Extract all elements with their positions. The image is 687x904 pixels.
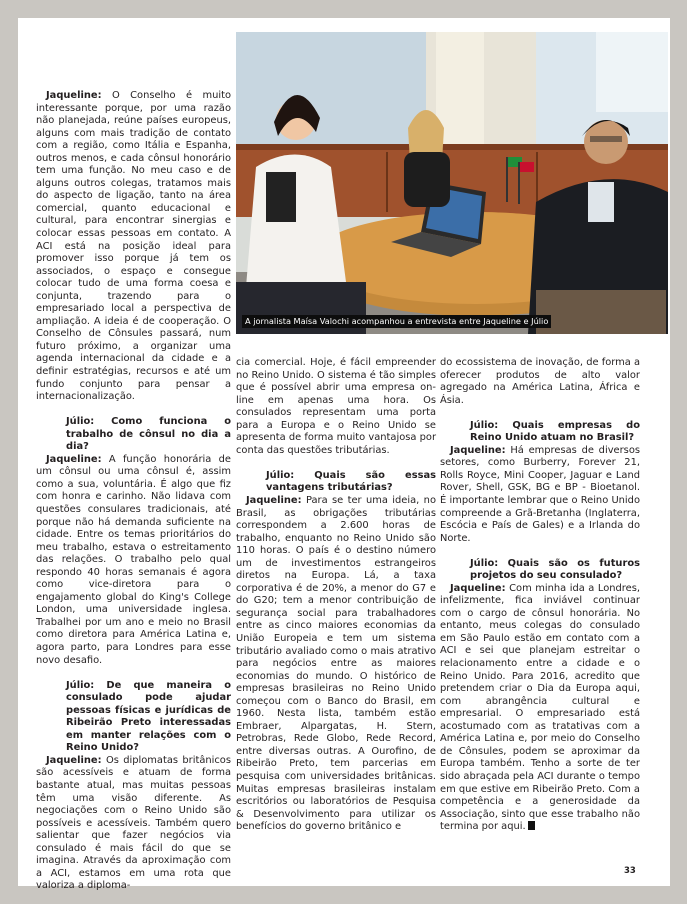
question-heading: Júlio: Quais empresas do Reino Unido atuam no Brasil? <box>470 419 640 444</box>
answer-text: O Conselho é muito interessante porque, por uma razão não planejada, reúne países europeus, alguns com mais tradição de contato com a região, como Itália e Espanha, outros menos, e cada cônsul honorário tem uma função. No meu caso e de alguns outros colegas, tratamos mais do aspecto de ligação, tanto na área comercial, quanto educacional e cultural, para encontrar sinergias e colocar essas pessoas em contato. A ACI está na posição ideal para promover isso porque já tem os associados, o espaço e consegue colocar tudo de uma forma coesa e conjunta, trazendo para o empresariado local a perspectiva de ampliação. A ideia é de cooperação. O Conselho de Cônsules passará, num futuro próximo, a organizar uma agenda internacional da cidade e a definir estratégias, recursos e até um fundo conjunto para pensar a internacionalização. <box>36 90 231 403</box>
page-number: 33 <box>624 866 636 876</box>
answer-paragraph <box>440 445 640 545</box>
answer-paragraph <box>36 755 231 893</box>
answer-text: Há empresas de diversos setores, como Burberry, Forever 21, Rolls Royce, Mini Cooper, Jaguar e Land Rover, Shell, GSK, BG e BP - Bioetanol. É importante lembrar que o Reino Unido compreende a Grã-Bretanha (Inglaterra, Escócia e País de Gales) e a Irlanda do Norte. <box>440 444 640 544</box>
text-column-3 <box>440 357 640 834</box>
answer-text: A função honorária de um cônsul ou uma cônsul é, assim como a sua, voluntária. É algo que fiz com honra e carinho. Não lidava com questões consulares tradicionais, até porque não há demanda suficiente na cidade. Entre os temas prioritários do meu trabalho, estava o estreitamento das relações. O trabalho pelo qual respondo 40 horas semanais é agora como vice-diretora para o engajamento global do King's College London, uma universidade inglesa. Trabalhei por um ano e meio no Brasil como diretora para América Latina e, agora parto, para Londres para esse novo desafio. <box>36 453 231 666</box>
text-column-1 <box>36 90 231 893</box>
answer-paragraph <box>36 454 231 667</box>
continued-paragraph: do ecossistema de inovação, de forma a oferecer produtos de alto valor agregado na América Latina, África e Ásia. <box>440 357 640 406</box>
question-heading: Júlio: De que maneira o consulado pode ajudar pessoas físicas e jurídicas de Ribeirão Preto interessadas em manter relações com o Reino Unido? <box>66 679 231 754</box>
speaker-label: Jaqueline: <box>450 444 506 456</box>
end-of-article-icon <box>528 821 535 830</box>
answer-text: Para se ter uma ideia, no Brasil, as obrigações tributárias correspondem a 2.600 horas de trabalho, enquanto no Reino Unido são 110 horas. O país é o destino número um de investimentos estrangeiros diretos na Europa. Lá, a taxa corporativa é de 20%, a menor do G7 e do G20; tem a menor contribuição de segurança social para trabalhadores entre as cinco maiores economias da União Europeia e tem um sistema tributário avaliado como o mais atrativo para negócios entre as maiores economias do mundo. O histórico de empresas brasileiras no Reino Unido começou com o Banco do Brasil, em 1960. Nesta lista, também estão Embraer, Alpargatas, H. Stern, Petrobras, Rede Globo, Rede Record, entre diversas outras. A Ourofino, de Ribeirão Preto, tem parcerias em pesquisa com universidades britânicas. Muitas empresas brasileiras instalam escritórios ou laboratórios de Pesquisa & Desenvolvimento para utilizar os benefícios do governo britânico e <box>236 494 436 833</box>
speaker-label: Jaqueline: <box>246 494 302 506</box>
speaker-label: Jaqueline: <box>46 453 102 465</box>
interview-photo-illustration <box>236 32 668 334</box>
speaker-label: Jaqueline: <box>450 582 506 594</box>
answer-text: Os diplomatas britânicos são acessíveis e atuam de forma bastante atual, mas muitas pessoas têm uma visão diferente. As negociações com o Reino Unido são possíveis e acessíveis. Também quero salientar que fazer negócios via consulado é mais fácil do que se imagina. Através da aproximação com a ACI, estamos em uma rota que valoriza a diploma- <box>36 754 231 892</box>
question-heading: Júlio: Quais são os futuros projetos do seu consulado? <box>470 557 640 582</box>
photo-caption: A jornalista Maísa Valochi acompanhou a entrevista entre Jaqueline e Júlio <box>242 315 551 328</box>
answer-text: Com minha ida a Londres, infelizmente, fica inviável continuar com o cargo de cônsul honorária. No entanto, meus colegas do consulado em São Paulo estão em contato com a ACI e sei que planejam estreitar o relacionamento entre a cidade e o Reino Unido. Para 2016, acredito que pretendem criar o Dia da Europa aqui, com abrangência cultural e empresarial. O empresariado está acostumado com as tratativas com a América Latina e, por meio do Conselho de Cônsules, podem se aproximar da Europa também. Tenho a sorte de ter sido abraçada pela ACI durante o tempo em que estive em Ribeirão Preto. Com a competência e a generosidade da Associação, sinto que esse trabalho não termina por aqui. <box>440 582 640 833</box>
continued-paragraph: cia comercial. Hoje, é fácil empreender no Reino Unido. O sistema é tão simples que é possível abrir uma empresa on-line em apenas uma hora. Os consulados representam uma porta para a Europa e o Reino Unido se apresenta de forma muito vantajosa por conta das questões tributárias. <box>236 357 436 456</box>
text-column-2 <box>236 357 436 834</box>
speaker-label: Jaqueline: <box>46 90 102 101</box>
question-heading: Júlio: Como funciona o trabalho de cônsul no dia a dia? <box>66 416 231 453</box>
speaker-label: Jaqueline: <box>46 754 102 766</box>
interview-photo <box>236 32 668 334</box>
answer-paragraph <box>236 495 436 834</box>
answer-paragraph <box>36 90 231 404</box>
question-heading: Júlio: Quais são essas vantagens tributárias? <box>266 469 436 494</box>
answer-paragraph <box>440 583 640 834</box>
